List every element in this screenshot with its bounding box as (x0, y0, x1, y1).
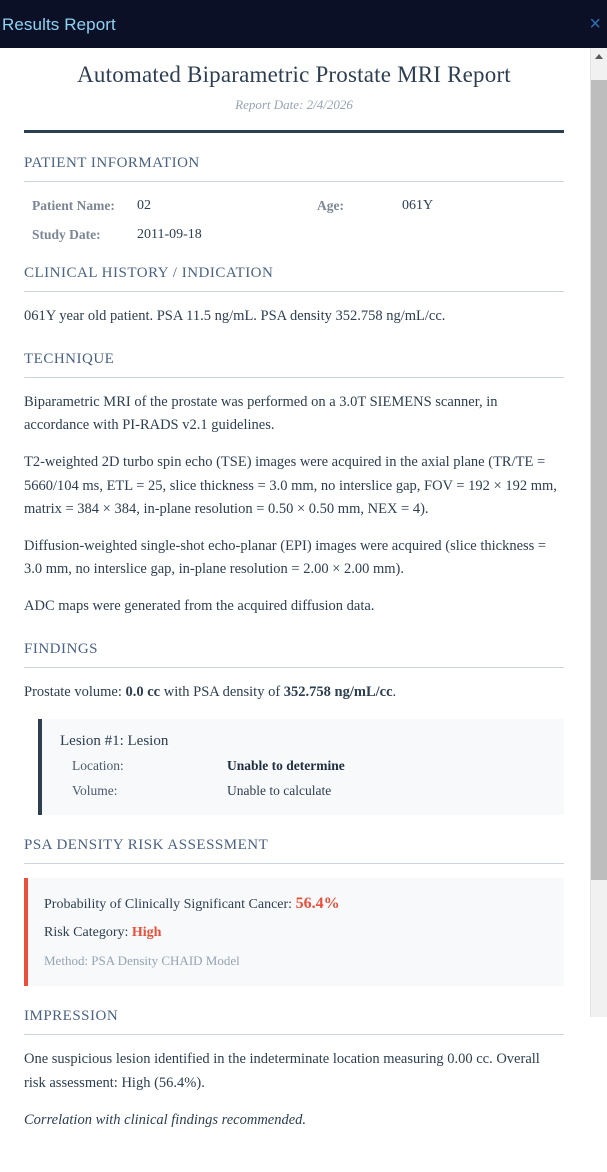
patient-name-value: 02 (137, 198, 151, 213)
section-divider (24, 1034, 564, 1035)
section-patient-information (24, 133, 564, 243)
report-page (0, 48, 588, 1172)
section-heading-risk-assessment: PSA DENSITY RISK ASSESSMENT (24, 837, 269, 854)
spacer-cell (402, 227, 564, 243)
section-divider (24, 863, 564, 864)
section-risk-assessment (24, 815, 564, 986)
patient-name-label: Patient Name: (32, 198, 115, 213)
lesion-card (38, 719, 564, 815)
window-title: Results Report (2, 14, 116, 34)
technique-paragraph: Diffusion-weighted single-shot echo-planar (EPI) images were acquired (slice thickness = 3.0 mm, no interslice gap, in-plane resolution = 2.00 × 2.00 mm). (24, 537, 547, 578)
prostate-volume-line (24, 681, 564, 705)
technique-paragraph: Biparametric MRI of the prostate was performed on a 3.0T SIEMENS scanner, in accordance with PI-RADS v2.1 guidelines. (24, 393, 498, 434)
section-clinical-history (24, 243, 564, 329)
section-heading-impression: IMPRESSION (24, 1008, 119, 1025)
report-scroll-viewport[interactable] (0, 48, 607, 1128)
section-divider (24, 667, 564, 668)
section-findings (24, 619, 564, 816)
section-impression (24, 986, 564, 1132)
page-title: Automated Biparametric Prostate MRI Report (77, 62, 511, 87)
section-technique (24, 329, 564, 619)
chevron-up-icon[interactable] (591, 48, 607, 65)
section-heading-clinical-history: CLINICAL HISTORY / INDICATION (24, 265, 274, 281)
scrollbar-thumb[interactable] (591, 80, 607, 880)
vertical-scrollbar[interactable] (590, 48, 607, 1017)
volume-suffix: . (392, 683, 397, 700)
risk-category-line (44, 925, 564, 941)
age-value: 061Y (402, 198, 434, 213)
impression-recommendation: Correlation with clinical findings recommended. (24, 1111, 307, 1128)
section-divider (24, 291, 564, 292)
technique-paragraph: T2-weighted 2D turbo spin echo (TSE) images were acquired in the axial plane (TR/TE = 5660/104 ms, ETL = 25, slice thickness = 3.0 mm, no interslice gap, FOV = 192 × 192 mm, matrix = 384 × 384, in-plane resolution = 0.50 × 0.50 mm, NEX = 4). (24, 453, 557, 518)
lesion-title: Lesion #1: Lesion (60, 733, 169, 750)
lesion-detail-grid (60, 758, 564, 799)
study-date-value: 2011-09-18 (137, 227, 202, 242)
risk-method-note: Method: PSA Density CHAID Model (44, 953, 240, 969)
lesion-volume-label: Volume: (72, 783, 118, 799)
section-heading-findings: FINDINGS (24, 640, 99, 657)
probability-line (44, 895, 564, 913)
lesion-location-value: Unable to determine (227, 758, 345, 774)
volume-middle: with PSA density of (160, 683, 284, 700)
spacer-cell (317, 227, 402, 243)
probability-label: Probability of Clinically Significant Cancer: (44, 897, 293, 913)
status-badge: High (131, 925, 162, 941)
section-heading-patient-information: PATIENT INFORMATION (24, 155, 200, 171)
probability-value: 56.4% (295, 895, 340, 913)
lesion-volume-value: Unable to calculate (227, 783, 332, 799)
study-date-label: Study Date: (32, 227, 101, 242)
lesion-location-label: Location: (72, 758, 124, 774)
age-label: Age: (317, 198, 344, 213)
impression-text: One suspicious lesion identified in the indeterminate location measuring 0.00 cc. Overall risk assessment: High (56.4%). (24, 1051, 540, 1091)
clinical-history-text: 061Y year old patient. PSA 11.5 ng/mL. PSA density 352.758 ng/mL/cc. (24, 308, 446, 324)
patient-info-grid (24, 182, 564, 243)
psa-density-value: 352.758 ng/mL/cc (283, 683, 393, 700)
volume-prefix: Prostate volume: (24, 683, 126, 700)
volume-value: 0.0 cc (125, 683, 161, 700)
section-heading-technique: TECHNIQUE (24, 350, 115, 367)
window-titlebar (0, 0, 607, 48)
close-icon[interactable]: × (589, 13, 601, 35)
risk-category-label: Risk Category: (44, 925, 129, 941)
page-bottom-spacer (24, 1132, 564, 1172)
risk-assessment-card (24, 878, 564, 986)
report-date: Report Date: 2/4/2026 (235, 97, 353, 112)
technique-paragraph: ADC maps were generated from the acquired diffusion data. (24, 598, 375, 614)
section-divider (24, 377, 564, 378)
